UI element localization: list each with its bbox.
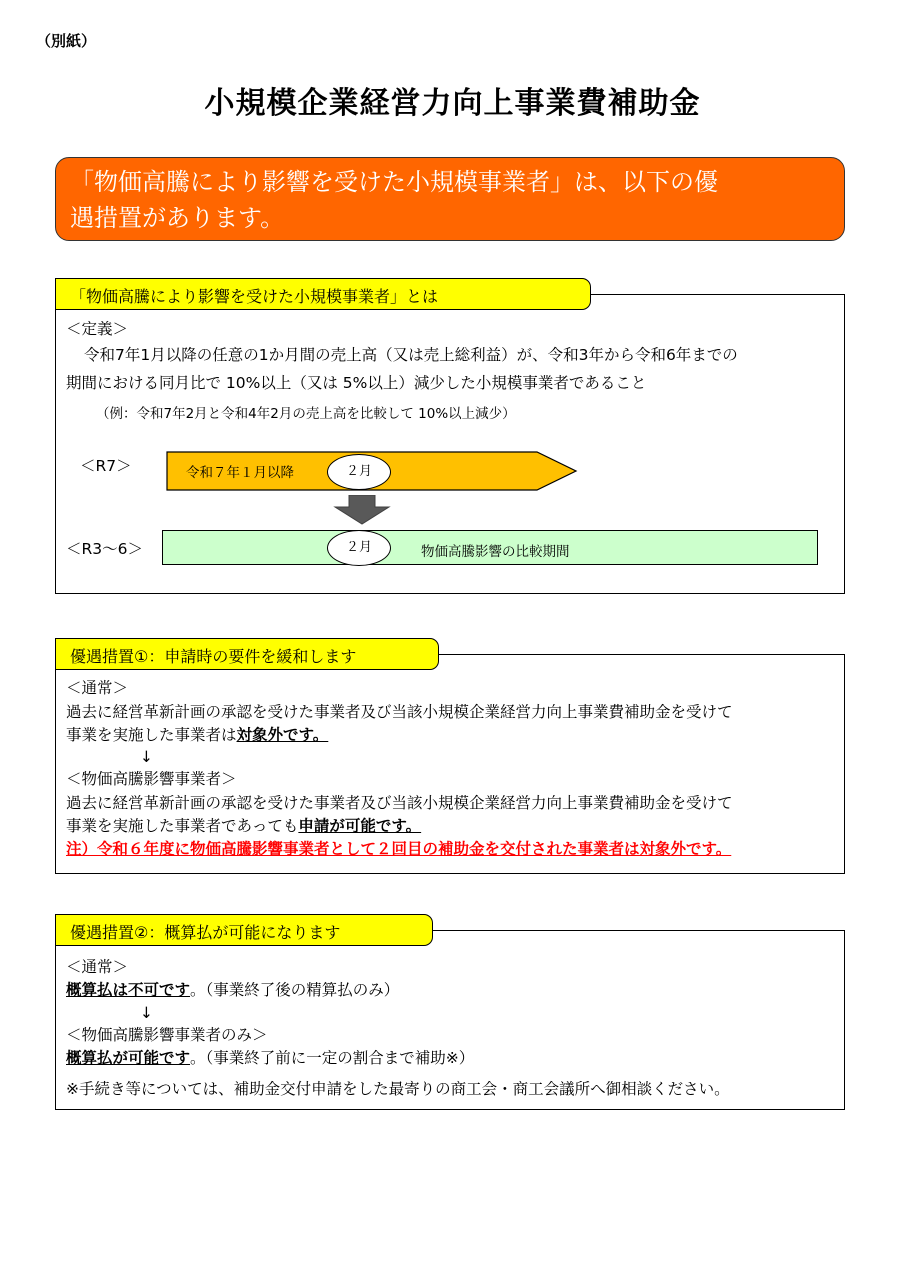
measure2-affected-rest: 。（事業終了前に一定の割合まで補助※） bbox=[190, 1049, 475, 1067]
r3-6-month-oval: ２月 bbox=[327, 530, 391, 566]
banner-line-1: 「物価高騰により影響を受けた小規模事業者」は、以下の優 bbox=[70, 168, 718, 196]
measure2-affected-heading: ＜物価高騰影響事業者のみ＞ bbox=[66, 1026, 268, 1044]
definition-heading: ＜定義＞ bbox=[66, 320, 129, 338]
r7-bar-text: 令和７年１月以降 bbox=[186, 465, 294, 481]
measure2-normal-rest: 。（事業終了後の精算払のみ） bbox=[190, 981, 400, 999]
measure1-eligible: 申請が可能です。 bbox=[298, 817, 422, 835]
definition-tab: 「物価高騰により影響を受けた小規模事業者」とは bbox=[55, 278, 591, 310]
measure1-normal-line-2-text: 事業を実施した事業者は bbox=[66, 726, 237, 744]
measure1-affected-line-2 bbox=[66, 815, 421, 838]
measure1-affected-heading: ＜物価高騰影響事業者＞ bbox=[66, 770, 237, 788]
definition-line-2: 期間における同月比で 10%以上（又は 5%以上）減少した小規模事業者であること bbox=[66, 374, 647, 392]
measure2-affected-line bbox=[66, 1047, 474, 1070]
measure2-normal-emphasis: 概算払は不可です bbox=[66, 981, 191, 999]
measure1-normal-heading: ＜通常＞ bbox=[66, 679, 129, 697]
measure1-arrow: ↓ bbox=[140, 748, 153, 766]
measure1-normal-line-1: 過去に経営革新計画の承認を受けた事業者及び当該小規模企業経営力向上事業費補助金を受けて bbox=[66, 703, 733, 721]
definition-line-1: 令和7年1月以降の任意の1か月間の売上高（又は売上総利益）が、令和3年から令和6年までの bbox=[84, 346, 738, 364]
measure2-normal-line bbox=[66, 979, 399, 1002]
measure2-tab: 優遇措置②：概算払が可能になります bbox=[55, 914, 433, 946]
measure1-normal-line-2 bbox=[66, 724, 328, 747]
page-title: 小規模企業経営力向上事業費補助金 bbox=[204, 86, 701, 121]
measure2-footnote: ※手続き等については、補助金交付申請をした最寄りの商工会・商工会議所へ御相談ください。 bbox=[66, 1080, 730, 1098]
intro-banner bbox=[55, 157, 845, 241]
banner-line-2: 遇措置があります。 bbox=[70, 204, 285, 232]
down-arrow-icon bbox=[333, 495, 391, 525]
measure1-note: 注）令和６年度に物価高騰影響事業者として２回目の補助金を交付された事業者は対象外です。 bbox=[66, 840, 732, 858]
measure2-normal-heading: ＜通常＞ bbox=[66, 958, 129, 976]
comparison-band-text: 物価高騰影響の比較期間 bbox=[421, 544, 570, 560]
measure2-arrow: ↓ bbox=[140, 1004, 153, 1022]
measure1-not-eligible: 対象外です。 bbox=[236, 726, 329, 744]
r3-6-label: ＜R3～6＞ bbox=[66, 540, 143, 558]
measure2-affected-emphasis: 概算払が可能です bbox=[66, 1049, 191, 1067]
r7-month-oval: ２月 bbox=[327, 454, 391, 490]
measure1-tab: 優遇措置①：申請時の要件を緩和します bbox=[55, 638, 439, 670]
definition-example: （例：令和7年2月と令和4年2月の売上高を比較して 10%以上減少） bbox=[96, 406, 516, 422]
measure1-affected-line-2-text: 事業を実施した事業者であっても bbox=[66, 817, 299, 835]
attachment-label: （別紙） bbox=[36, 32, 97, 50]
r7-label: ＜R7＞ bbox=[80, 457, 132, 475]
measure1-affected-line-1: 過去に経営革新計画の承認を受けた事業者及び当該小規模企業経営力向上事業費補助金を受けて bbox=[66, 794, 733, 812]
